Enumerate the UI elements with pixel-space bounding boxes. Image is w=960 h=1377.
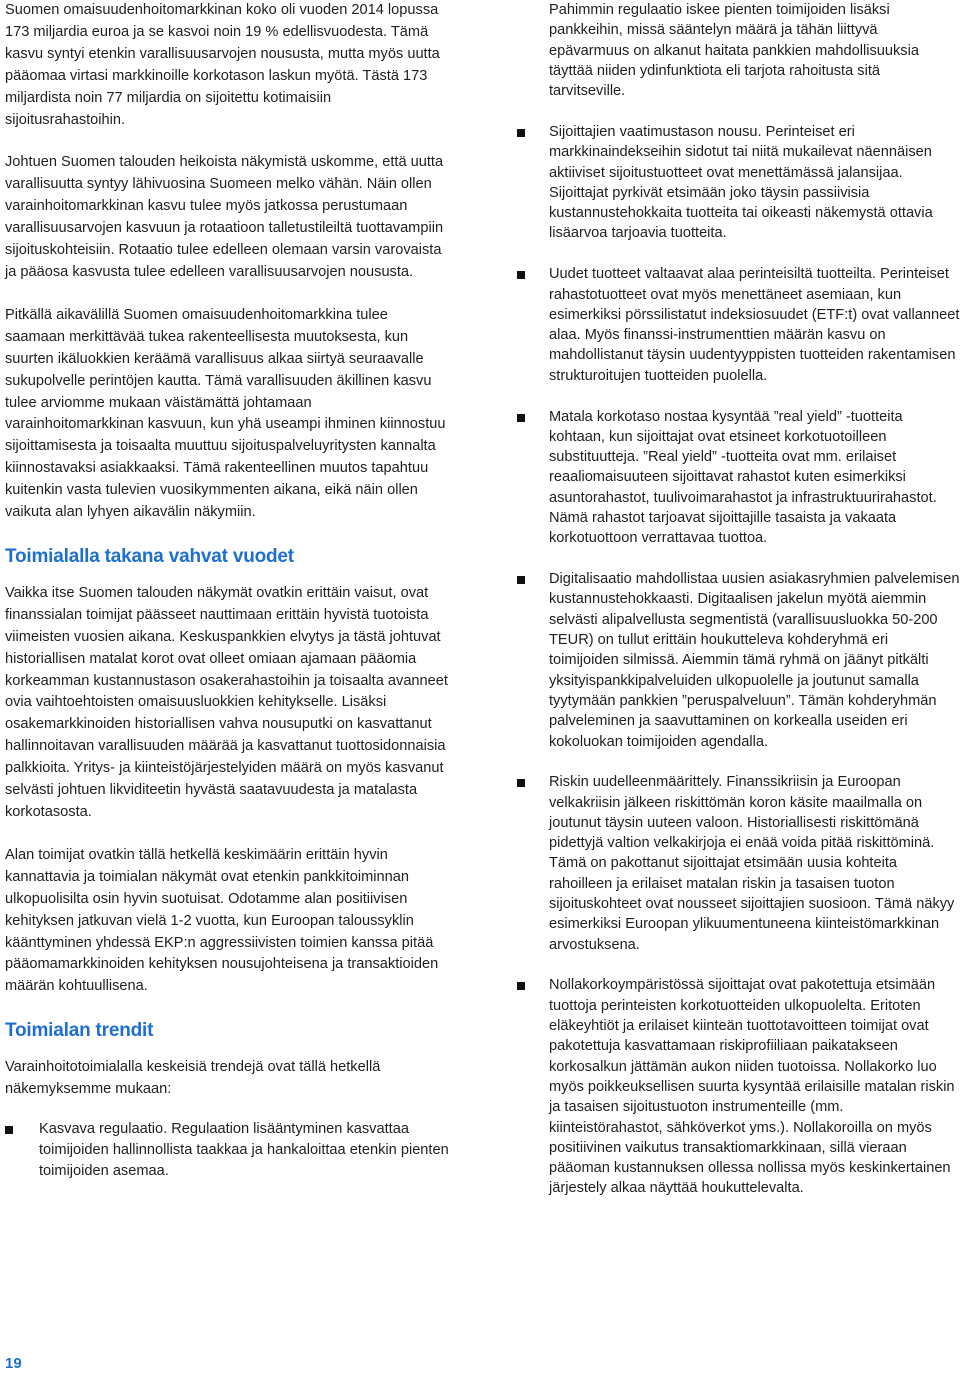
list-item xyxy=(517,569,960,752)
paragraph-outlook: Johtuen Suomen talouden heikoista näkymistä uskomme, että uutta varallisuutta syntyy lähivuosina Suomeen melko vähän. Näin ollen varainhoitomarkkinan kasvu tulee myös jatkossa perustumaan varallisuusarvojen kasvuun ja rotaatioon talletustileiltä tuottavampiin sijoituskohteisiin. Rotaatio tulee edelleen olemaan varsin varovaista ja pääosa kasvusta tulee edelleen varallisuusarvojen noususta. xyxy=(5,154,444,280)
left-column xyxy=(5,0,450,1182)
right-column xyxy=(517,0,960,1219)
list-item-text: Matala korkotaso nostaa kysyntää ”real yield” -tuotteita kohtaan, kun sijoittajat ovat etsineet korkotuotoilleen substituutteja. ”Real yield” -tuotteita ovat mm. erilaiset reaaliomaisuuteen sijoittavat rahastot kuten esimerkiksi asuntorahastot, tuulivoimarahastot ja infrastruktuurirahastot. Nämä rahastot tarjoavat sijoittajille tasaista ja vakaata korkotuottoon verrattavaa tuottoa. xyxy=(549,408,937,547)
list-item xyxy=(5,1119,450,1182)
list-item-text: Uudet tuotteet valtaavat alaa perinteisiltä tuotteilta. Perinteiset rahastotuotteet ovat myös menettäneet asemiaan, kun esimerkiksi pörssilistatut indeksiosuudet (ETF:t) ovat vallanneet alaa. Myös finanssi-instrumenttien määrän kasvu on mahdollistanut täysin uudentyyppisten tuotteiden rakentamisen strukturoitujen tuotteiden puolella. xyxy=(549,266,960,384)
page-number: 19 xyxy=(5,1355,22,1372)
square-bullet-icon xyxy=(517,982,525,990)
list-item xyxy=(517,975,960,1198)
section-heading-trends: Toimialan trendit xyxy=(5,1020,154,1042)
square-bullet-icon xyxy=(5,1126,13,1134)
paragraph-trends-intro: Varainhoitotoimialalla keskeisiä trendejä ovat tällä hetkellä näkemyksemme mukaan: xyxy=(5,1059,381,1098)
paragraph-regulation-continued: Pahimmin regulaatio iskee pienten toimijoiden lisäksi pankkeihin, missä sääntelyn määrä ja tähän liittyvä epävarmuus on alkanut haitata pankkien mahdollisuuksia täyttää niiden ydinfunktiota eli tarjota rahoitusta sitä tarvitseville. xyxy=(549,2,919,100)
list-item-text: Riskin uudelleenmäärittely. Finanssikriisin ja Euroopan velkakriisin jälkeen riskittömän koron käsite maailmalla on joutunut täysin uuteen valoon. Historiallisesti riskittömänä pidettyjä valtion velkakirjoja ei enää voida pitää riskittöminä. Tämä on pakottanut sijoittajat etsimään uusia kohteita rahoilleen ja erilaiset matalan riskin ja tasaisen tuoton sijoituskohteet ovat nousseet sijoittajien suosioon. Tämä näkyy esimerkiksi Euroopan ylikuumentuneena kiinteistömarkkinan arvostuksena. xyxy=(549,774,955,953)
square-bullet-icon xyxy=(517,576,525,584)
section-heading-strong-years: Toimialalla takana vahvat vuodet xyxy=(5,545,294,567)
list-item xyxy=(517,122,960,244)
trend-list-left xyxy=(5,1119,450,1182)
list-item-text: Sijoittajien vaatimustason nousu. Perinteiset eri markkinaindekseihin sidotut tai niitä mukailevat näennäisen aktiiviset sijoitustuotteet ovat menettämässä jalansijaa. Sijoittajat pyrkivät etsimään joko täysin passiivisia kustannustehokkaita tuotteita tai oikeasti näkemystä ottavia lisäarvoa tarjoavia tuotteita. xyxy=(549,123,933,242)
list-item-text: Digitalisaatio mahdollistaa uusien asiakasryhmien palvelemisen kustannustehokkaasti. Digitaalisen jakelun myötä aiemmin selvästi alipalvellusta segmentistä (varallisuusluokka 50-200 TEUR) on tullut erittäin houkutteleva kohderyhmä eri toimijoiden silmissä. Aiemmin tämä ryhmä on jäänyt pitkälti yksityispankkipalveluiden ulkopuolelle ja joutunut samalla tyytymään pankkien ”peruspalveluun”. Tämän kohderyhmän palveleminen ja saavuttaminen on korkealla useiden eri kokoluokan toimijoiden agendalla. xyxy=(549,571,960,750)
square-bullet-icon xyxy=(517,779,525,787)
paragraph-market-size: Suomen omaisuudenhoitomarkkinan koko oli vuoden 2014 lopussa 173 miljardia euroa ja se kasvoi noin 19 % edellisvuodesta. Tämä kasvu syntyi etenkin varallisuusarvojen noususta, mutta myös uutta pääomaa virtasi markkinoille korkotason laskun myötä. Tästä 173 miljardista noin 77 miljardia on sijoitettu kotimaisiin sijoitusrahastoihin. xyxy=(5,2,440,128)
paragraph-financial-sector: Vaikka itse Suomen talouden näkymät ovatkin erittäin vaisut, ovat finanssialan toimijat päässeet nauttimaan erittäin hyvistä tuotoista viimeisten vuosien aikana. Keskuspankkien elvytys ja tästä johtuvat historiallisen matalat korot ovat olleet omiaan ajamaan pääomia korkeamman kustannustason osakerahastoihin ja toisaalta avanneet ovia vaihtoehtoisten omaisuusluokkien kehitykselle. Lisäksi osakemarkkinoiden historiallisen vahva nousuputki on kasvattanut hallinnoitavan varallisuuden määrää ja kasvattanut tuottosidonnaisia palkkioita. Yritys- ja kiinteistöjärjestelyiden määrä on myös kasvanut selvästi johtuen likviditeetin hyvästä saatavuudesta ja matalasta korkotasosta. xyxy=(5,584,448,820)
list-item-text: Nollakorkoympäristössä sijoittajat ovat pakotettuja etsimään tuottoja perinteisten korkotuotteiden ulkopuolelta. Eritoten eläkeyhtiöt ja erilaiset kiinteän tuottotavoitteen toimijat ovat pakotettuja kasvattamaan riskiprofiiliaan paikatakseen korkosalkun jättämän aukon niiden tuotoissa. Nollakorko luo myös poikkeuksellisen suurta kysyntää erilaisille matalan riskin ja tasaisen sijoitustuoton instrumenteille (mm. kiinteistörahastot, sähköverkot yms.). Nollakoroilla on myös positiivinen vaikutus transaktiomarkkinaan, sillä vieraan pääoman kustannuksen ollessa nollissa myös keskinkertainen järjestely alkaa näyttää houkuttelevalta. xyxy=(549,977,955,1197)
square-bullet-icon xyxy=(517,271,525,279)
paragraph-long-term: Pitkällä aikavälillä Suomen omaisuudenhoitomarkkina tulee saamaan merkittävää tukea rakenteellisesta muutoksesta, kun suurten ikäluokkien keräämä varallisuus alkaa siirtyä seuraavalle sukupolvelle perintöjen kautta. Tämä varallisuuden äkillinen kasvu tulee arviomme mukaan väistämättä johtamaan varainhoitomarkkinan kasvuun, kun yhä useampi ihminen kiinnostuu sijoittamisesta ja toisaalta muuttuu sijoituspalveluyritysten kannalta kiinnostavaksi asiakkaaksi. Tämä rakenteellinen muutos tapahtuu kuitenkin vasta tulevien vuosikymmenten aikana, eikä näin ollen vaikuta alan lyhyen aikavälin näkymiin. xyxy=(5,306,446,521)
square-bullet-icon xyxy=(517,414,525,422)
list-item-text: Kasvava regulaatio. Regulaation lisääntyminen kasvattaa toimijoiden hallinnollista taakkaa ja hankaloittaa etenkin pienten toimijoiden asemaa. xyxy=(39,1121,449,1180)
trend-list-right xyxy=(517,122,960,1199)
square-bullet-icon xyxy=(517,129,525,137)
list-item xyxy=(517,407,960,549)
list-item xyxy=(517,264,960,386)
list-item xyxy=(517,772,960,955)
paragraph-profitability: Alan toimijat ovatkin tällä hetkellä keskimäärin erittäin hyvin kannattavia ja toimialan näkymät ovat etenkin pankkitoiminnan ulkopuolisilta osin hyvin suotuisat. Odotamme alan positiivisen kehityksen jatkuvan vielä 1-2 vuotta, kun Euroopan taloussyklin käänttyminen yhdessä EKP:n aggressiivisten toimien kanssa pitää pääomamarkkinoiden kehityksen nousujohteisena ja transaktioiden määrän kohtuullisena. xyxy=(5,846,439,995)
